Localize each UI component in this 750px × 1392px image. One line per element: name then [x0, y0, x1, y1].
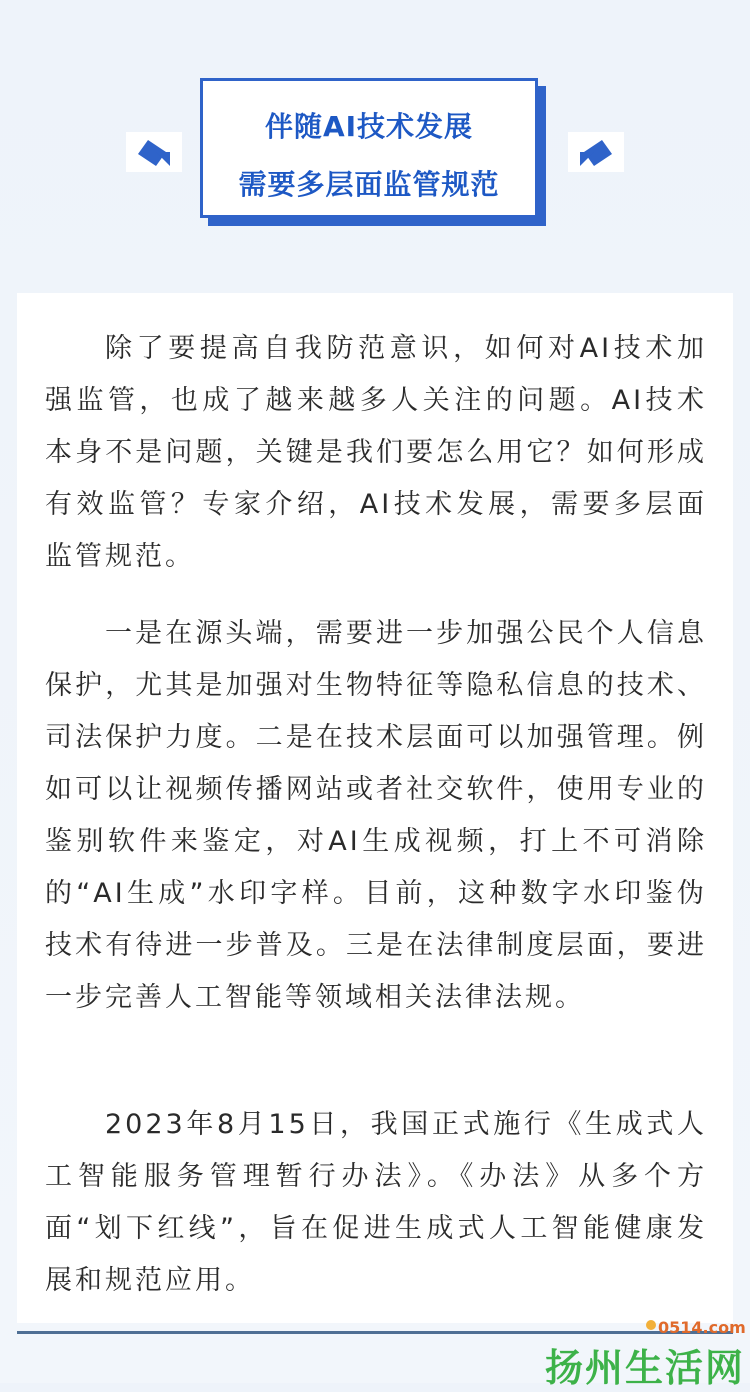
paragraph-1: 除了要提高自我防范意识，如何对AI技术加强监管，也成了越来越多人关注的问题。AI技术本身不是问题，关键是我们要怎么用它？如何形成有效监管？专家介绍，AI技术发展，需要多层面监管规范。: [45, 333, 707, 572]
title-line-1: 伴随AI技术发展: [264, 110, 474, 143]
article-card: [17, 293, 733, 1323]
title-line-2: 需要多层面监管规范: [238, 168, 500, 201]
watermark-name: 扬州生活网: [545, 1346, 746, 1390]
watermark-domain: 0514.com: [658, 1318, 746, 1337]
title-box: [200, 78, 538, 218]
paragraph-3: 2023年8月15日，我国正式施行《生成式人工智能服务管理暂行办法》。《办法》从多个方面“划下红线”，旨在促进生成式人工智能健康发展和规范应用。: [45, 1109, 707, 1296]
right-arrow-decoration-icon: [568, 132, 624, 172]
paragraph-2: 一是在源头端，需要进一步加强公民个人信息保护，尤其是加强对生物特征等隐私信息的技术、司法保护力度。二是在技术层面可以加强管理。例如可以让视频传播网站或者社交软件，使用专业的鉴别软件来鉴定，对AI生成视频，打上不可消除的“AI生成”水印字样。目前，这种数字水印鉴伪技术有待进一步普及。三是在法律制度层面，要进一步完善人工智能等领域相关法律法规。: [45, 618, 707, 1013]
watermark-logo-icon: [646, 1320, 656, 1330]
left-arrow-decoration-icon: [126, 132, 182, 172]
bottom-divider: [17, 1331, 733, 1334]
